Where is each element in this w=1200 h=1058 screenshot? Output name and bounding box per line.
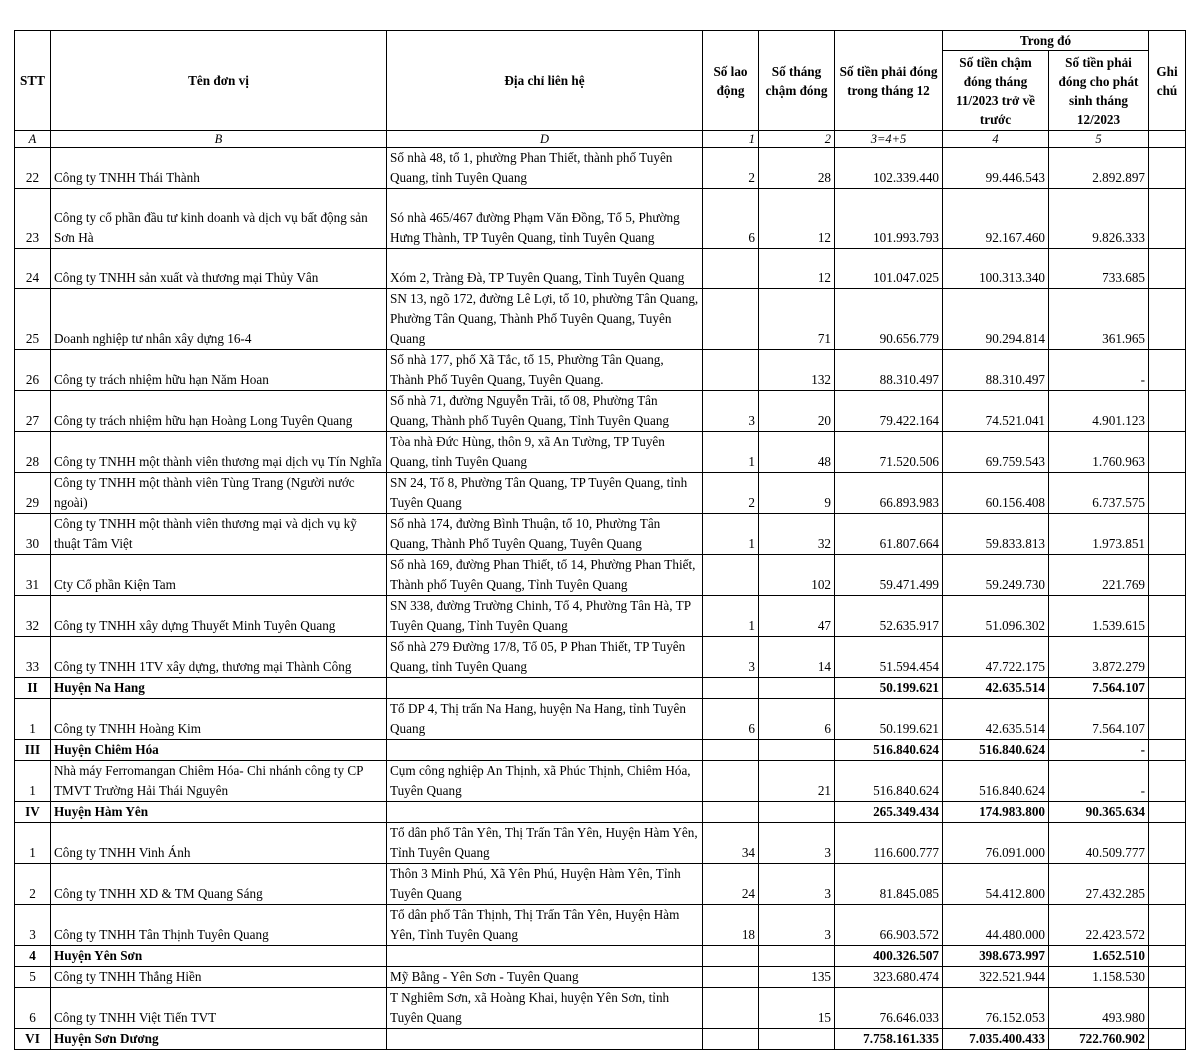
table-row — [15, 555, 1186, 596]
cell-address — [387, 802, 703, 823]
cell-address: SN 24, Tổ 8, Phường Tân Quang, TP Tuyên Quang, tỉnh Tuyên Quang — [387, 473, 703, 514]
cell-stt: 24 — [15, 249, 51, 289]
cell-new-amount: 4.901.123 — [1049, 391, 1149, 432]
cell-new-amount: 7.564.107 — [1049, 699, 1149, 740]
cell-late-amount: 76.152.053 — [943, 988, 1049, 1029]
cell-address — [387, 740, 703, 761]
cell-note — [1149, 555, 1186, 596]
index-row — [15, 131, 1186, 148]
cell-stt: III — [15, 740, 51, 761]
cell-note — [1149, 678, 1186, 699]
cell-name: Công ty trách nhiệm hữu hạn Năm Hoan — [51, 350, 387, 391]
cell-name: Công ty TNHH một thành viên thương mại và dịch vụ kỹ thuật Tâm Việt — [51, 514, 387, 555]
cell-months: 47 — [759, 596, 835, 637]
cell-address: T Nghiêm Sơn, xã Hoàng Khai, huyện Yên Sơn, tỉnh Tuyên Quang — [387, 988, 703, 1029]
cell-amount: 90.656.779 — [835, 289, 943, 350]
cell-address — [387, 678, 703, 699]
cell-amount: 79.422.164 — [835, 391, 943, 432]
cell-months — [759, 802, 835, 823]
cell-new-amount: 22.423.572 — [1049, 905, 1149, 946]
cell-workers — [703, 249, 759, 289]
table-row — [15, 289, 1186, 350]
cell-workers — [703, 946, 759, 967]
cell-months: 15 — [759, 988, 835, 1029]
cell-name: Công ty cổ phần đầu tư kinh doanh và dịch vụ bất động sản Sơn Hà — [51, 189, 387, 249]
cell-months: 32 — [759, 514, 835, 555]
cell-new-amount: 2.892.897 — [1049, 148, 1149, 189]
cell-address — [387, 946, 703, 967]
cell-late-amount: 90.294.814 — [943, 289, 1049, 350]
group-row — [15, 678, 1186, 699]
cell-amount: 66.893.983 — [835, 473, 943, 514]
table-row — [15, 350, 1186, 391]
table-row — [15, 473, 1186, 514]
cell-months: 12 — [759, 249, 835, 289]
cell-address: Thôn 3 Minh Phú, Xã Yên Phú, Huyện Hàm Yên, Tỉnh Tuyên Quang — [387, 864, 703, 905]
table-row — [15, 432, 1186, 473]
cell-new-amount: 361.965 — [1049, 289, 1149, 350]
cell-address: Số nhà 177, phố Xã Tắc, tổ 15, Phường Tân Quang, Thành Phố Tuyên Quang, Tuyên Quang. — [387, 350, 703, 391]
index-cell: D — [387, 131, 703, 148]
cell-workers — [703, 678, 759, 699]
cell-late-amount: 74.521.041 — [943, 391, 1049, 432]
cell-workers: 1 — [703, 596, 759, 637]
cell-new-amount: 221.769 — [1049, 555, 1149, 596]
cell-stt: 28 — [15, 432, 51, 473]
index-cell: B — [51, 131, 387, 148]
cell-months — [759, 946, 835, 967]
cell-months: 3 — [759, 905, 835, 946]
table-row — [15, 514, 1186, 555]
col-address-header: Địa chỉ liên hệ — [387, 31, 703, 131]
cell-note — [1149, 350, 1186, 391]
cell-late-amount: 99.446.543 — [943, 148, 1049, 189]
cell-workers — [703, 988, 759, 1029]
cell-stt: 6 — [15, 988, 51, 1029]
index-cell: 4 — [943, 131, 1049, 148]
cell-stt: 27 — [15, 391, 51, 432]
cell-workers: 1 — [703, 432, 759, 473]
cell-address: Tổ DP 4, Thị trấn Na Hang, huyện Na Hang, tỉnh Tuyên Quang — [387, 699, 703, 740]
cell-months: 6 — [759, 699, 835, 740]
cell-note — [1149, 289, 1186, 350]
cell-late-amount: 398.673.997 — [943, 946, 1049, 967]
cell-name: Huyện Chiêm Hóa — [51, 740, 387, 761]
cell-note — [1149, 189, 1186, 249]
cell-stt: IV — [15, 802, 51, 823]
cell-new-amount: 90.365.634 — [1049, 802, 1149, 823]
cell-note — [1149, 432, 1186, 473]
col-note-header: Ghi chú — [1149, 31, 1186, 131]
cell-new-amount: - — [1049, 350, 1149, 391]
group-row — [15, 802, 1186, 823]
cell-late-amount: 322.521.944 — [943, 967, 1049, 988]
cell-note — [1149, 596, 1186, 637]
table-row — [15, 189, 1186, 249]
cell-address: Só nhà 465/467 đường Phạm Văn Đồng, Tổ 5, Phường Hưng Thành, TP Tuyên Quang, tỉnh Tuyên Quang — [387, 189, 703, 249]
cell-amount: 51.594.454 — [835, 637, 943, 678]
cell-amount: 59.471.499 — [835, 555, 943, 596]
cell-name: Huyện Yên Sơn — [51, 946, 387, 967]
cell-new-amount: 7.564.107 — [1049, 678, 1149, 699]
cell-stt: 1 — [15, 823, 51, 864]
table-row — [15, 823, 1186, 864]
col-workers-header: Số lao động — [703, 31, 759, 131]
cell-new-amount: 1.158.530 — [1049, 967, 1149, 988]
cell-note — [1149, 905, 1186, 946]
cell-stt: 1 — [15, 761, 51, 802]
cell-late-amount: 69.759.543 — [943, 432, 1049, 473]
cell-amount: 50.199.621 — [835, 678, 943, 699]
cell-address: Tổ dân phố Tân Thịnh, Thị Trấn Tân Yên, Huyện Hàm Yên, Tỉnh Tuyên Quang — [387, 905, 703, 946]
cell-name: Doanh nghiệp tư nhân xây dựng 16-4 — [51, 289, 387, 350]
cell-address: SN 338, đường Trường Chinh, Tổ 4, Phường Tân Hà, TP Tuyên Quang, Tỉnh Tuyên Quang — [387, 596, 703, 637]
cell-note — [1149, 391, 1186, 432]
cell-late-amount: 76.091.000 — [943, 823, 1049, 864]
cell-months: 71 — [759, 289, 835, 350]
cell-new-amount: 40.509.777 — [1049, 823, 1149, 864]
cell-stt: 25 — [15, 289, 51, 350]
cell-months: 14 — [759, 637, 835, 678]
table-row — [15, 637, 1186, 678]
cell-note — [1149, 988, 1186, 1029]
cell-workers: 34 — [703, 823, 759, 864]
cell-name: Công ty trách nhiệm hữu hạn Hoàng Long Tuyên Quang — [51, 391, 387, 432]
cell-new-amount: 1.539.615 — [1049, 596, 1149, 637]
cell-months: 20 — [759, 391, 835, 432]
cell-note — [1149, 802, 1186, 823]
cell-late-amount: 88.310.497 — [943, 350, 1049, 391]
cell-new-amount: 722.760.902 — [1049, 1029, 1149, 1050]
cell-name: Công ty TNHH XD & TM Quang Sáng — [51, 864, 387, 905]
cell-stt: 31 — [15, 555, 51, 596]
cell-new-amount: 9.826.333 — [1049, 189, 1149, 249]
cell-stt: 1 — [15, 699, 51, 740]
cell-amount: 116.600.777 — [835, 823, 943, 864]
cell-workers — [703, 761, 759, 802]
cell-stt: 5 — [15, 967, 51, 988]
cell-amount: 61.807.664 — [835, 514, 943, 555]
cell-note — [1149, 514, 1186, 555]
cell-amount: 516.840.624 — [835, 740, 943, 761]
cell-stt: 22 — [15, 148, 51, 189]
table-row — [15, 699, 1186, 740]
cell-workers: 18 — [703, 905, 759, 946]
cell-workers — [703, 740, 759, 761]
cell-name: Công ty TNHH 1TV xây dựng, thương mại Thành Công — [51, 637, 387, 678]
cell-late-amount: 47.722.175 — [943, 637, 1049, 678]
col-name-header: Tên đơn vị — [51, 31, 387, 131]
table-row — [15, 864, 1186, 905]
cell-note — [1149, 823, 1186, 864]
table-row — [15, 988, 1186, 1029]
cell-late-amount: 7.035.400.433 — [943, 1029, 1049, 1050]
cell-name: Cty Cổ phần Kiện Tam — [51, 555, 387, 596]
index-cell: 5 — [1049, 131, 1149, 148]
table-row — [15, 148, 1186, 189]
index-cell: 3=4+5 — [835, 131, 943, 148]
table-row — [15, 391, 1186, 432]
cell-name: Công ty TNHH sản xuất và thương mại Thủy Vân — [51, 249, 387, 289]
cell-new-amount: - — [1049, 740, 1149, 761]
cell-name: Công ty TNHH Thái Thành — [51, 148, 387, 189]
cell-amount: 81.845.085 — [835, 864, 943, 905]
cell-late-amount: 60.156.408 — [943, 473, 1049, 514]
col-months-header: Số tháng chậm đóng — [759, 31, 835, 131]
cell-address: Cụm công nghiệp An Thịnh, xã Phúc Thịnh, Chiêm Hóa, Tuyên Quang — [387, 761, 703, 802]
cell-late-amount: 516.840.624 — [943, 740, 1049, 761]
cell-months — [759, 1029, 835, 1050]
cell-workers: 24 — [703, 864, 759, 905]
cell-workers: 2 — [703, 148, 759, 189]
cell-late-amount: 100.313.340 — [943, 249, 1049, 289]
cell-months: 3 — [759, 864, 835, 905]
cell-address: Tòa nhà Đức Hùng, thôn 9, xã An Tường, TP Tuyên Quang, tỉnh Tuyên Quang — [387, 432, 703, 473]
cell-amount: 52.635.917 — [835, 596, 943, 637]
col-late-header: Số tiền chậm đóng tháng 11/2023 trở về trước — [943, 51, 1049, 131]
cell-workers — [703, 967, 759, 988]
cell-note — [1149, 699, 1186, 740]
cell-workers: 3 — [703, 637, 759, 678]
cell-months: 132 — [759, 350, 835, 391]
cell-stt: 33 — [15, 637, 51, 678]
header-row-1 — [15, 31, 1186, 51]
cell-months: 12 — [759, 189, 835, 249]
table-row — [15, 249, 1186, 289]
cell-address: SN 13, ngõ 172, đường Lê Lợi, tổ 10, phường Tân Quang, Phường Tân Quang, Thành Phố Tuyên Quang, Tuyên Quang — [387, 289, 703, 350]
index-cell — [1149, 131, 1186, 148]
cell-name: Huyện Hàm Yên — [51, 802, 387, 823]
cell-stt: 29 — [15, 473, 51, 514]
cell-name: Huyện Sơn Dương — [51, 1029, 387, 1050]
index-cell: 2 — [759, 131, 835, 148]
cell-workers: 1 — [703, 514, 759, 555]
cell-name: Công ty TNHH Thắng Hiền — [51, 967, 387, 988]
cell-name: Công ty TNHH một thành viên thương mại dịch vụ Tín Nghĩa — [51, 432, 387, 473]
cell-amount: 66.903.572 — [835, 905, 943, 946]
cell-note — [1149, 864, 1186, 905]
cell-stt: VI — [15, 1029, 51, 1050]
arrears-table — [14, 30, 1186, 1050]
cell-late-amount: 59.833.813 — [943, 514, 1049, 555]
cell-amount: 102.339.440 — [835, 148, 943, 189]
cell-note — [1149, 249, 1186, 289]
cell-months: 9 — [759, 473, 835, 514]
cell-new-amount: 3.872.279 — [1049, 637, 1149, 678]
cell-months — [759, 678, 835, 699]
cell-note — [1149, 637, 1186, 678]
cell-new-amount: 1.760.963 — [1049, 432, 1149, 473]
cell-amount: 101.993.793 — [835, 189, 943, 249]
cell-workers: 6 — [703, 699, 759, 740]
cell-note — [1149, 1029, 1186, 1050]
cell-late-amount: 54.412.800 — [943, 864, 1049, 905]
cell-note — [1149, 473, 1186, 514]
cell-note — [1149, 946, 1186, 967]
cell-months: 102 — [759, 555, 835, 596]
cell-address — [387, 1029, 703, 1050]
cell-address: Số nhà 71, đường Nguyễn Trãi, tổ 08, Phường Tân Quang, Thành phố Tuyên Quang, Tỉnh Tuyên Quang — [387, 391, 703, 432]
cell-note — [1149, 967, 1186, 988]
cell-name: Công ty TNHH Hoàng Kim — [51, 699, 387, 740]
cell-months: 28 — [759, 148, 835, 189]
cell-name: Huyện Na Hang — [51, 678, 387, 699]
cell-note — [1149, 740, 1186, 761]
cell-workers: 6 — [703, 189, 759, 249]
table-body — [15, 131, 1186, 1050]
cell-stt: 23 — [15, 189, 51, 249]
cell-workers: 3 — [703, 391, 759, 432]
cell-late-amount: 59.249.730 — [943, 555, 1049, 596]
cell-workers: 2 — [703, 473, 759, 514]
cell-name: Công ty TNHH Vinh Ánh — [51, 823, 387, 864]
cell-new-amount: 27.432.285 — [1049, 864, 1149, 905]
col-amount-header: Số tiền phải đóng trong tháng 12 — [835, 31, 943, 131]
cell-note — [1149, 148, 1186, 189]
cell-late-amount: 516.840.624 — [943, 761, 1049, 802]
cell-new-amount: 1.973.851 — [1049, 514, 1149, 555]
col-new-header: Số tiền phải đóng cho phát sinh tháng 12/2023 — [1049, 51, 1149, 131]
cell-late-amount: 174.983.800 — [943, 802, 1049, 823]
col-stt-header: STT — [15, 31, 51, 131]
cell-amount: 323.680.474 — [835, 967, 943, 988]
cell-new-amount: 493.980 — [1049, 988, 1149, 1029]
cell-amount: 265.349.434 — [835, 802, 943, 823]
cell-amount: 88.310.497 — [835, 350, 943, 391]
cell-new-amount: - — [1049, 761, 1149, 802]
cell-amount: 516.840.624 — [835, 761, 943, 802]
cell-amount: 7.758.161.335 — [835, 1029, 943, 1050]
cell-stt: 26 — [15, 350, 51, 391]
cell-stt: 30 — [15, 514, 51, 555]
cell-new-amount: 1.652.510 — [1049, 946, 1149, 967]
cell-name: Công ty TNHH Tân Thịnh Tuyên Quang — [51, 905, 387, 946]
cell-address: Số nhà 48, tổ 1, phường Phan Thiết, thành phố Tuyên Quang, tỉnh Tuyên Quang — [387, 148, 703, 189]
cell-late-amount: 51.096.302 — [943, 596, 1049, 637]
cell-address: Tổ dân phố Tân Yên, Thị Trấn Tân Yên, Huyện Hàm Yên, Tỉnh Tuyên Quang — [387, 823, 703, 864]
cell-months: 21 — [759, 761, 835, 802]
cell-late-amount: 42.635.514 — [943, 699, 1049, 740]
cell-months: 48 — [759, 432, 835, 473]
cell-workers — [703, 350, 759, 391]
cell-workers — [703, 802, 759, 823]
cell-new-amount: 733.685 — [1049, 249, 1149, 289]
col-breakdown-header: Trong đó — [943, 31, 1149, 51]
cell-stt: 4 — [15, 946, 51, 967]
cell-stt: 32 — [15, 596, 51, 637]
table-row — [15, 761, 1186, 802]
cell-workers — [703, 289, 759, 350]
cell-amount: 400.326.507 — [835, 946, 943, 967]
group-row — [15, 740, 1186, 761]
cell-address: Số nhà 279 Đường 17/8, Tổ 05, P Phan Thiết, TP Tuyên Quang, tỉnh Tuyên Quang — [387, 637, 703, 678]
cell-months: 135 — [759, 967, 835, 988]
cell-workers — [703, 1029, 759, 1050]
cell-workers — [703, 555, 759, 596]
cell-address: Số nhà 174, đường Bình Thuận, tổ 10, Phường Tân Quang, Thành Phố Tuyên Quang, Tuyên Quang — [387, 514, 703, 555]
table-row — [15, 967, 1186, 988]
cell-amount: 50.199.621 — [835, 699, 943, 740]
cell-name: Nhà máy Ferromangan Chiêm Hóa- Chi nhánh công ty CP TMVT Trường Hải Thái Nguyên — [51, 761, 387, 802]
group-row — [15, 1029, 1186, 1050]
cell-amount: 76.646.033 — [835, 988, 943, 1029]
cell-name: Công ty TNHH xây dựng Thuyết Minh Tuyên Quang — [51, 596, 387, 637]
cell-amount: 71.520.506 — [835, 432, 943, 473]
cell-address: Số nhà 169, đường Phan Thiết, tổ 14, Phường Phan Thiết, Thành phố Tuyên Quang, Tỉnh Tuyên Quang — [387, 555, 703, 596]
index-cell: A — [15, 131, 51, 148]
group-row — [15, 946, 1186, 967]
cell-late-amount: 42.635.514 — [943, 678, 1049, 699]
cell-new-amount: 6.737.575 — [1049, 473, 1149, 514]
cell-address: Xóm 2, Tràng Đà, TP Tuyên Quang, Tỉnh Tuyên Quang — [387, 249, 703, 289]
cell-stt: 3 — [15, 905, 51, 946]
cell-late-amount: 44.480.000 — [943, 905, 1049, 946]
cell-name: Công ty TNHH một thành viên Tùng Trang (Người nước ngoài) — [51, 473, 387, 514]
cell-late-amount: 92.167.460 — [943, 189, 1049, 249]
cell-stt: 2 — [15, 864, 51, 905]
table-row — [15, 905, 1186, 946]
cell-address: Mỹ Bằng - Yên Sơn - Tuyên Quang — [387, 967, 703, 988]
cell-months: 3 — [759, 823, 835, 864]
cell-amount: 101.047.025 — [835, 249, 943, 289]
cell-note — [1149, 761, 1186, 802]
cell-stt: II — [15, 678, 51, 699]
index-cell: 1 — [703, 131, 759, 148]
cell-name: Công ty TNHH Việt Tiến TVT — [51, 988, 387, 1029]
cell-months — [759, 740, 835, 761]
table-row — [15, 596, 1186, 637]
